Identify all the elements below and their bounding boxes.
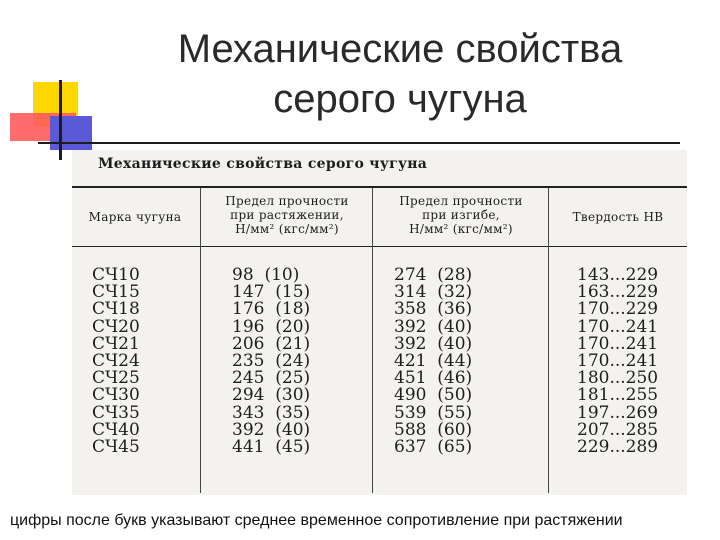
decor-blue-square	[50, 116, 92, 150]
grade-cell: СЧ40	[92, 419, 140, 440]
table-top-rule	[72, 186, 687, 188]
slide-title-line-1: Механические свойства	[177, 27, 623, 71]
header-hardness: Твердость НВ	[572, 210, 664, 224]
column-separator	[372, 188, 373, 493]
tensile-cell: 245 (25)	[232, 368, 311, 389]
header-bend-line-3: Н/мм² (кгс/мм²)	[409, 222, 513, 236]
hardness-cell: 170...241	[577, 316, 659, 337]
grade-cell: СЧ20	[92, 316, 140, 337]
hardness-cell: 197...269	[577, 402, 659, 423]
grade-cell: СЧ18	[92, 299, 140, 320]
hardness-cell: 181...255	[577, 385, 659, 406]
grade-cell: СЧ35	[92, 402, 140, 423]
header-tensile	[204, 194, 370, 236]
tensile-cell: 196 (20)	[232, 316, 311, 337]
table-header-rule	[72, 246, 687, 247]
tensile-cell: 441 (45)	[232, 437, 311, 457]
tensile-cell: 98 (10)	[232, 265, 300, 285]
slide-title	[120, 24, 680, 124]
hardness-cell: 180...250	[577, 368, 659, 389]
bend-cell: 314 (32)	[394, 282, 473, 303]
header-tensile-line-1: Предел прочности	[225, 194, 349, 208]
grade-cell: СЧ21	[92, 333, 140, 354]
grade-cell: СЧ15	[92, 282, 140, 303]
tensile-cell: 147 (15)	[232, 282, 311, 303]
header-tensile-line-3: Н/мм² (кгс/мм²)	[235, 222, 339, 236]
tensile-cell: 294 (30)	[232, 385, 311, 406]
hardness-cell: 170...229	[577, 299, 659, 320]
header-bend-line-1: Предел прочности	[399, 194, 523, 208]
header-grade: Марка чугуна	[88, 210, 182, 224]
hardness-cell: 143...229	[577, 265, 659, 285]
header-bend-line-2: при изгибе,	[422, 208, 500, 222]
bend-cell: 490 (50)	[394, 385, 473, 406]
footnote: цифры после букв указывают среднее временное сопротивление при растяжении	[10, 512, 623, 529]
bend-cell: 358 (36)	[394, 299, 473, 320]
tensile-cell: 235 (24)	[232, 351, 311, 371]
grade-cell: СЧ10	[92, 265, 140, 285]
hardness-cell: 170...241	[577, 351, 659, 371]
bend-cell: 421 (44)	[394, 351, 473, 371]
bend-cell: 539 (55)	[394, 402, 473, 423]
tensile-cell: 392 (40)	[232, 419, 311, 440]
slide-title-line-2: серого чугуна	[273, 77, 527, 121]
header-bend	[376, 194, 546, 236]
bend-cell: 274 (28)	[394, 265, 473, 285]
tensile-cell: 343 (35)	[232, 402, 311, 423]
grade-cell: СЧ45	[92, 437, 140, 457]
column-separator	[200, 188, 201, 493]
table-title: Механические свойства серого чугуна	[98, 156, 428, 172]
grade-cell: СЧ25	[92, 368, 140, 389]
tensile-cell: 176 (18)	[232, 299, 311, 320]
decor-vertical-line	[59, 80, 62, 160]
grade-cell: СЧ30	[92, 385, 140, 406]
scanned-table	[72, 150, 687, 495]
bend-cell: 637 (65)	[394, 437, 473, 457]
bend-cell: 588 (60)	[394, 419, 473, 440]
decor-horizontal-line	[38, 142, 680, 144]
hardness-cell: 229...289	[577, 437, 659, 457]
bend-cell: 451 (46)	[394, 368, 473, 389]
hardness-cell: 207...285	[577, 419, 659, 440]
column-separator	[548, 188, 549, 493]
hardness-cell: 163...229	[577, 282, 659, 303]
hardness-cell: 170...241	[577, 333, 659, 354]
bend-cell: 392 (40)	[394, 333, 473, 354]
grade-cell: СЧ24	[92, 351, 140, 371]
tensile-cell: 206 (21)	[232, 333, 311, 354]
bend-cell: 392 (40)	[394, 316, 473, 337]
header-tensile-line-2: при растяжении,	[230, 208, 344, 222]
